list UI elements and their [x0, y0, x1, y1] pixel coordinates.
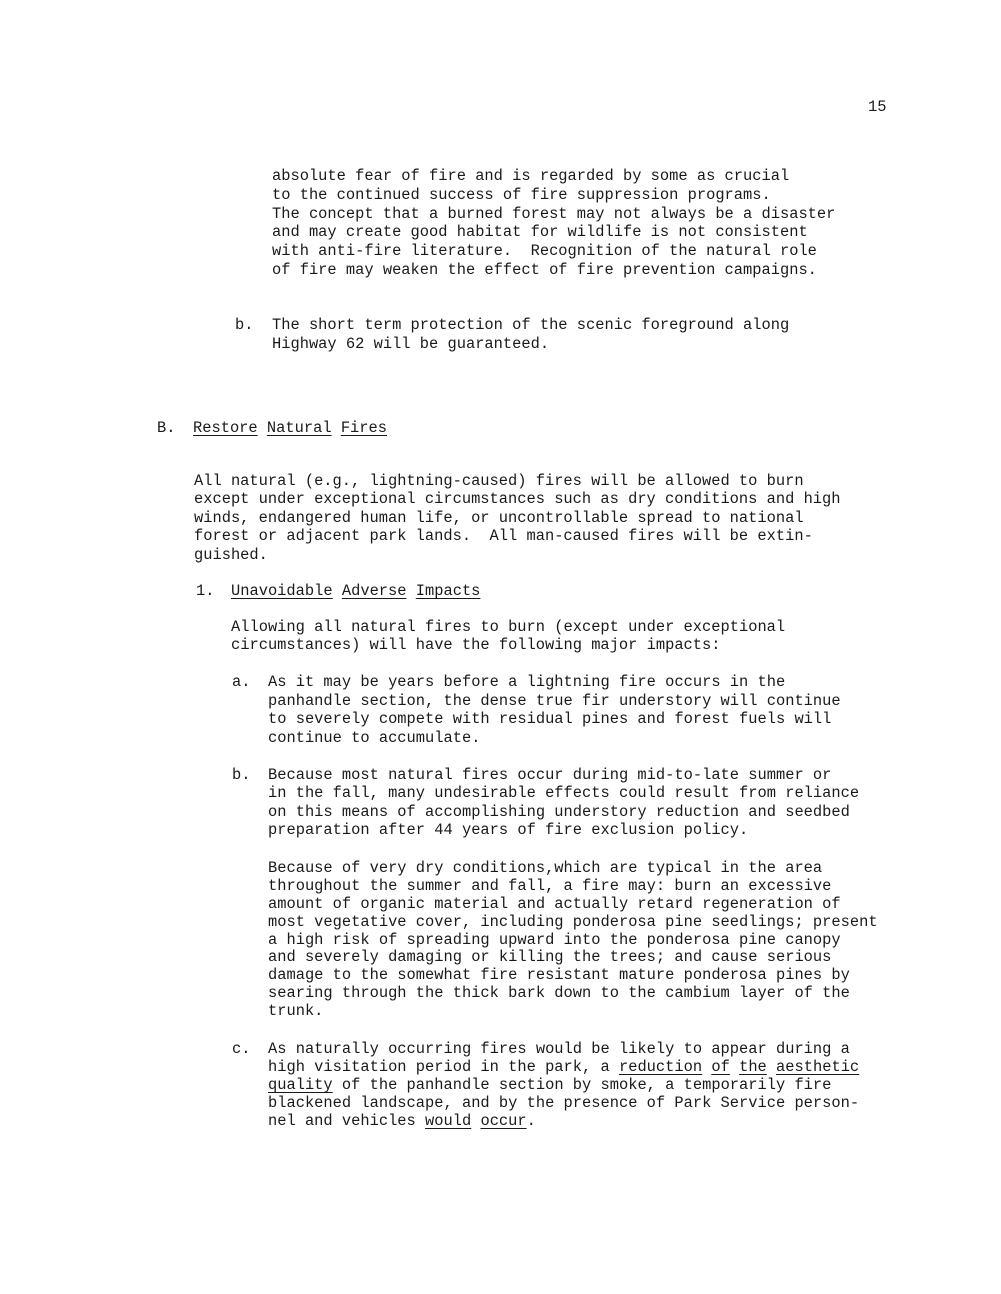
text-line [272, 316, 789, 335]
subsection-1-heading [231, 582, 480, 601]
text-segment: winds, endangered human life, or uncontrollable spread to national [194, 508, 804, 527]
underlined-text: Unavoidable [231, 582, 333, 600]
text-line [268, 967, 878, 985]
text-line [193, 419, 387, 438]
impact-c-label: c. [232, 1040, 251, 1058]
text-line [268, 1076, 859, 1094]
text-segment: As naturally occurring fires would be likely to appear during a [268, 1040, 850, 1058]
text-segment: and may create good habitat for wildlife is not consistent [272, 223, 808, 242]
text-segment [730, 1058, 739, 1076]
text-line [272, 205, 835, 224]
text-segment [702, 1058, 711, 1076]
impact-b-label: b. [232, 766, 251, 784]
text-line [268, 1040, 859, 1058]
section-b-heading [193, 419, 387, 438]
text-segment: a high risk of spreading upward into the ponderosa pine canopy [268, 930, 841, 949]
impact-a-label: a. [232, 673, 251, 691]
page-number: 15 [868, 98, 887, 116]
text-segment [258, 419, 267, 437]
text-line [268, 949, 878, 967]
text-segment: . [526, 1112, 536, 1130]
text-segment: Because most natural fires occur during mid-to-late summer or [268, 766, 832, 784]
text-segment: absolute fear of fire and is regarded by some as crucial [272, 167, 790, 185]
text-segment: except under exceptional circumstances such as dry conditions and high [194, 490, 841, 509]
underlined-text: occur [480, 1112, 527, 1130]
underlined-text: Restore [193, 419, 258, 437]
item-b-protection [272, 316, 789, 354]
subsection-1-intro [231, 618, 785, 654]
text-segment: damage to the somewhat fire resistant mature ponderosa pines by [268, 966, 850, 985]
text-line [268, 878, 878, 896]
text-line [194, 527, 841, 545]
text-line [268, 821, 859, 839]
text-segment: All natural (e.g., lightning-caused) fires will be allowed to burn [194, 472, 804, 490]
text-segment: throughout the summer and fall, a fire may: burn an excessive [268, 876, 832, 895]
text-line [268, 729, 841, 748]
impact-a [268, 673, 841, 747]
text-line [268, 766, 859, 784]
text-segment: and severely damaging or killing the trees; and cause serious [268, 948, 832, 967]
text-segment: amount of organic material and actually retard regeneration of [268, 894, 841, 913]
text-segment: on this means of accomplishing understory reduction and seedbed [268, 802, 850, 821]
text-line [268, 1094, 859, 1112]
text-line [194, 509, 841, 527]
text-line [268, 673, 841, 692]
text-line [268, 1003, 878, 1021]
fear-paragraph [272, 167, 835, 280]
text-line [268, 1058, 859, 1076]
text-segment: The short term protection of the scenic foreground along [272, 316, 790, 334]
text-segment: searing through the thick bark down to the cambium layer of the [268, 984, 850, 1003]
text-segment: of the panhandle section by smoke, a temporarily fire [332, 1076, 832, 1094]
text-segment: high visitation period in the park, a [268, 1058, 619, 1076]
text-segment: preparation after 44 years of fire exclusion policy. [268, 821, 749, 840]
text-segment: The concept that a burned forest may not always be a disaster [272, 204, 836, 223]
impact-b-continued [268, 860, 878, 1021]
text-line [272, 223, 835, 242]
subsection-1-heading-label: 1. [196, 582, 215, 600]
text-line [268, 914, 878, 932]
underlined-text: Impacts [415, 582, 481, 600]
text-line [268, 803, 859, 821]
text-segment: circumstances) will have the following major impacts: [231, 636, 721, 655]
text-segment: in the fall, many undesirable effects could result from reliance [268, 784, 860, 803]
underlined-text: aesthetic [776, 1058, 860, 1076]
text-segment: nel and vehicles [268, 1112, 426, 1130]
text-segment: Because of very dry conditions,which are typical in the area [268, 859, 823, 877]
text-line [268, 932, 878, 950]
text-segment: guished. [194, 545, 268, 564]
text-line [272, 167, 835, 186]
text-segment [407, 582, 416, 600]
text-segment: trunk. [268, 1002, 324, 1021]
text-line [272, 261, 835, 280]
text-line [268, 896, 878, 914]
text-line [268, 1112, 859, 1130]
text-segment: Allowing all natural fires to burn (except under exceptional [231, 618, 786, 636]
text-line [194, 472, 841, 490]
text-line [194, 546, 841, 564]
text-segment: with anti-fire literature. Recognition of the natural role [272, 242, 817, 261]
impact-b [268, 766, 859, 840]
text-segment: most vegetative cover, including ponderosa pine seedlings; present [268, 912, 878, 931]
text-line [231, 618, 785, 636]
text-line [194, 490, 841, 508]
text-segment: panhandle section, the dense true fir understory will continue [268, 691, 841, 710]
text-segment [332, 419, 341, 437]
underlined-text: reduction [618, 1058, 703, 1076]
underlined-text: of [711, 1058, 730, 1076]
section-b-heading-label: B. [157, 419, 176, 437]
text-segment: continue to accumulate. [268, 728, 481, 747]
underlined-text: Natural [266, 419, 332, 437]
text-line [268, 985, 878, 1003]
text-line [231, 636, 785, 654]
impact-c [268, 1040, 859, 1130]
text-line [268, 710, 841, 729]
text-segment: to the continued success of fire suppression programs. [272, 185, 771, 204]
text-line [272, 335, 789, 354]
item-b-protection-label: b. [235, 316, 254, 334]
text-segment [767, 1058, 776, 1076]
underlined-text: would [425, 1112, 472, 1130]
underlined-text: Fires [340, 419, 387, 437]
underlined-text: the [739, 1058, 767, 1076]
text-line [272, 186, 835, 205]
section-b-paragraph [194, 472, 841, 564]
text-line [231, 582, 480, 601]
text-line [272, 242, 835, 261]
underlined-text: quality [268, 1076, 333, 1094]
text-line [268, 784, 859, 802]
text-line [268, 692, 841, 711]
text-segment: As it may be years before a lightning fire occurs in the [268, 673, 786, 691]
underlined-text: Adverse [341, 582, 407, 600]
text-segment: of fire may weaken the effect of fire prevention campaigns. [272, 260, 817, 279]
text-segment: blackened landscape, and by the presence of Park Service person- [268, 1094, 860, 1112]
text-segment: forest or adjacent park lands. All man-caused fires will be extin- [194, 527, 813, 546]
text-segment: to severely compete with residual pines and forest fuels will [268, 710, 832, 729]
text-line [268, 860, 878, 878]
text-segment: Highway 62 will be guaranteed. [272, 335, 550, 354]
text-segment [333, 582, 342, 600]
